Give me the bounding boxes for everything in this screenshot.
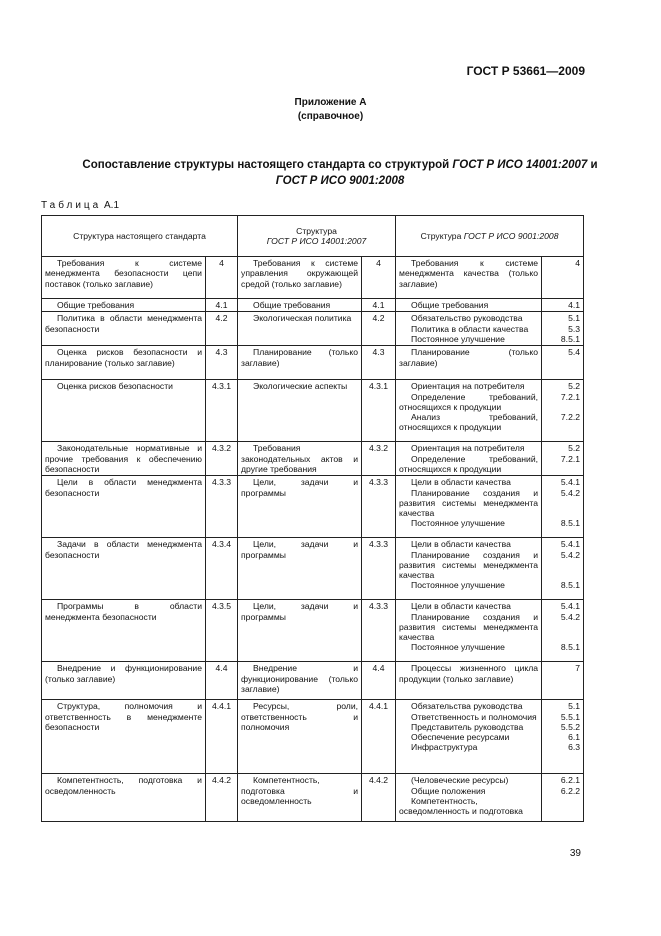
this-standard-clause: 4 <box>206 257 238 299</box>
iso-14001-clause: 4 <box>362 257 396 299</box>
this-standard-section: Цели в области менеджмента безопасности <box>42 476 206 538</box>
header-iso-14001-line1: Структура <box>296 225 337 236</box>
iso-14001-clause: 4.3.2 <box>362 442 396 476</box>
iso-9001-clauses <box>542 700 584 774</box>
iso-14001-section: Планирование (только заглавие) <box>238 346 362 380</box>
iso-9001-sections <box>396 380 542 442</box>
page-title <box>40 157 640 189</box>
iso-9001-clause-item: 6.2.2 <box>560 785 581 796</box>
iso-9001-section-item: Анализ требований, относящихся к продукции <box>399 412 539 433</box>
iso-9001-clause-item: 6.2.1 <box>560 775 581 786</box>
iso-14001-section: Экологические аспекты <box>238 380 362 442</box>
iso-9001-sections <box>396 442 542 476</box>
this-standard-clause: 4.3.2 <box>206 442 238 476</box>
iso-9001-sections <box>396 774 542 822</box>
iso-14001-clause: 4.4.1 <box>362 700 396 774</box>
iso-9001-section-item: Постоянное улучшение <box>411 580 505 591</box>
iso-9001-clause-item: 5.4.2 <box>560 549 581 560</box>
iso-9001-clauses <box>542 257 584 299</box>
title-part-3: и <box>587 159 598 171</box>
this-standard-clause: 4.3 <box>206 346 238 380</box>
iso-9001-section-item: Общие положения <box>411 785 486 796</box>
iso-9001-section-item: Определение требований, относящихся к продукции <box>399 453 539 474</box>
iso-9001-clauses <box>542 346 584 380</box>
table-row <box>42 442 584 476</box>
iso-9001-clauses <box>542 476 584 538</box>
iso-14001-clause: 4.4.2 <box>362 774 396 822</box>
iso-9001-clause-item: 5.4.2 <box>560 611 581 622</box>
iso-9001-clause-item: 5.4.2 <box>560 487 581 498</box>
iso-9001-clauses <box>542 774 584 822</box>
this-standard-clause: 4.2 <box>206 312 238 346</box>
this-standard-clause: 4.4.2 <box>206 774 238 822</box>
iso-9001-clauses <box>542 380 584 442</box>
iso-9001-clause-item: 8.5.1 <box>560 518 581 529</box>
table-row <box>42 257 584 299</box>
iso-9001-clause-item: 5.4.1 <box>560 539 581 550</box>
iso-9001-clause-item: 5.4.1 <box>560 601 581 612</box>
header-iso-14001-line2: ГОСТ Р ИСО 14001:2007 <box>266 236 367 246</box>
table-header-row <box>42 216 584 257</box>
iso-9001-clauses <box>542 662 584 700</box>
iso-9001-clause-item: 8.5.1 <box>560 580 581 591</box>
table-row <box>42 662 584 700</box>
table-row <box>42 600 584 662</box>
this-standard-clause: 4.3.1 <box>206 380 238 442</box>
header-iso-9001 <box>396 216 584 257</box>
iso-14001-section: Общие требования <box>238 299 362 312</box>
iso-14001-clause: 4.1 <box>362 299 396 312</box>
iso-9001-sections <box>396 662 542 700</box>
document-header-standard: ГОСТ Р 53661—2009 <box>466 64 585 78</box>
iso-9001-clause-item: 7.2.2 <box>560 412 581 423</box>
this-standard-section: Оценка рисков безопасности <box>42 380 206 442</box>
page-number: 39 <box>569 848 581 859</box>
this-standard-clause: 4.3.4 <box>206 538 238 600</box>
iso-14001-section: Цели, задачи и программы <box>238 476 362 538</box>
this-standard-clause: 4.1 <box>206 299 238 312</box>
title-std-9001: ГОСТ Р ИСО 9001:2008 <box>275 175 405 187</box>
annex-label: Приложение А <box>294 97 367 108</box>
iso-9001-clause-item: 5.2 <box>568 381 581 392</box>
iso-9001-section-item: Ориентация на потребителя <box>411 443 525 454</box>
iso-9001-section-item: Цели в области качества <box>411 601 511 612</box>
iso-9001-section-item: Определение требований, относящихся к продукции <box>399 391 539 412</box>
iso-9001-section-item: Компетентность, осведомленность и подготовка <box>399 795 523 817</box>
iso-9001-section-item: Ответственность и полномочия <box>411 711 537 722</box>
iso-9001-clause-item: 8.5.1 <box>560 642 581 653</box>
iso-9001-clause-item: 7.2.1 <box>560 391 581 402</box>
iso-9001-sections <box>396 299 542 312</box>
iso-9001-section-item: Обеспечение ресурсами <box>411 732 510 743</box>
table-caption-word: Таблица <box>41 200 102 211</box>
table-caption <box>41 200 119 211</box>
this-standard-clause: 4.4 <box>206 662 238 700</box>
iso-9001-clause-item: 5.3 <box>568 323 581 334</box>
table-row <box>42 476 584 538</box>
this-standard-clause: 4.3.5 <box>206 600 238 662</box>
iso-9001-clause-item: 6.1 <box>568 732 581 743</box>
this-standard-section: Программы в области менеджмента безопасности <box>42 600 206 662</box>
this-standard-section: Задачи в области менеджмента безопасности <box>42 538 206 600</box>
iso-9001-section-item: Представитель руководства <box>411 721 524 732</box>
iso-14001-section: Внедрение и функционирование (только заглавие) <box>238 662 362 700</box>
annex-type: (справочное) <box>297 111 364 122</box>
iso-14001-clause: 4.3 <box>362 346 396 380</box>
iso-14001-section: Цели, задачи и программы <box>238 600 362 662</box>
table-row <box>42 299 584 312</box>
iso-9001-clause-item: 4 <box>575 258 581 268</box>
iso-9001-clauses <box>542 312 584 346</box>
iso-9001-section-item: Требования к системе менеджмента качества (только заглавие) <box>399 258 539 289</box>
iso-14001-section: Требования законодательных актов и другие требования <box>238 442 362 476</box>
table-row <box>42 700 584 774</box>
iso-14001-clause: 4.2 <box>362 312 396 346</box>
iso-9001-section-item: Планирование создания и развития системы менеджмента качества <box>399 549 539 581</box>
iso-9001-clause-item: 7.2.1 <box>560 453 581 464</box>
header-iso-9001-prefix: Структура <box>420 230 464 241</box>
header-this-standard: Структура настоящего стандарта <box>42 216 238 257</box>
table-row <box>42 346 584 380</box>
iso-9001-section-item: Общие требования <box>411 300 489 310</box>
table-caption-number: А.1 <box>104 200 120 211</box>
table-row <box>42 538 584 600</box>
header-iso-14001 <box>238 216 396 257</box>
iso-9001-section-item: Планирование (только заглавие) <box>399 347 539 368</box>
iso-14001-clause: 4.3.3 <box>362 476 396 538</box>
iso-9001-section-item: Планирование создания и развития системы менеджмента качества <box>399 487 539 519</box>
iso-14001-clause: 4.3.3 <box>362 538 396 600</box>
iso-9001-sections <box>396 257 542 299</box>
iso-9001-section-item: Политика в области качества <box>411 323 529 334</box>
iso-9001-clause-item: 5.1 <box>568 701 581 712</box>
this-standard-section: Оценка рисков безопасности и планирование (только заглавие) <box>42 346 206 380</box>
iso-14001-section: Требования к системе управления окружающей средой (только заглавие) <box>238 257 362 299</box>
comparison-table <box>41 215 584 822</box>
iso-9001-section-item: Постоянное улучшение <box>411 518 505 529</box>
iso-9001-section-item: (Человеческие ресурсы) <box>411 775 509 786</box>
iso-9001-clause-item: 5.1 <box>568 313 581 324</box>
iso-9001-clauses <box>542 299 584 312</box>
iso-9001-clause-item: 5.5.1 <box>560 711 581 722</box>
table-row <box>42 774 584 822</box>
this-standard-section: Структура, полномочия и ответственность в менеджменте безопасности <box>42 700 206 774</box>
table-row <box>42 312 584 346</box>
iso-9001-clause-item: 7 <box>575 663 581 674</box>
iso-14001-section: Компетентность, подготовка и осведомленность <box>238 774 362 822</box>
annex-heading <box>0 96 661 124</box>
iso-9001-sections <box>396 476 542 538</box>
header-iso-9001-std: ГОСТ Р ИСО 9001:2008 <box>463 230 559 241</box>
iso-9001-sections <box>396 600 542 662</box>
this-standard-section: Общие требования <box>42 299 206 312</box>
title-part-1: Сопоставление структуры настоящего стандарта со структурой <box>82 159 453 171</box>
iso-14001-section: Экологическая политика <box>238 312 362 346</box>
title-std-14001: ГОСТ Р ИСО 14001:2007 <box>452 159 588 171</box>
table-row <box>42 380 584 442</box>
iso-9001-sections <box>396 312 542 346</box>
this-standard-clause: 4.3.3 <box>206 476 238 538</box>
iso-9001-clause-item: 8.5.1 <box>560 333 581 344</box>
iso-9001-clause-item: 4.1 <box>568 300 581 310</box>
iso-9001-section-item: Инфраструктура <box>411 742 478 753</box>
iso-9001-sections <box>396 346 542 380</box>
this-standard-section: Политика в области менеджмента безопасности <box>42 312 206 346</box>
iso-14001-section: Цели, задачи и программы <box>238 538 362 600</box>
iso-9001-clauses <box>542 442 584 476</box>
this-standard-section: Законодательные нормативные и прочие требования к обеспечению безопасности <box>42 442 206 476</box>
iso-9001-sections <box>396 700 542 774</box>
iso-14001-clause: 4.4 <box>362 662 396 700</box>
iso-14001-clause: 4.3.3 <box>362 600 396 662</box>
iso-14001-clause: 4.3.1 <box>362 380 396 442</box>
iso-9001-section-item: Процессы жизненного цикла продукции (только заглавие) <box>399 663 539 684</box>
iso-9001-clause-item: 5.5.2 <box>560 721 581 732</box>
iso-9001-section-item: Постоянное улучшение <box>411 333 505 344</box>
iso-9001-clause-item: 5.4.1 <box>560 477 581 488</box>
iso-9001-clause-item: 5.2 <box>568 443 581 454</box>
iso-9001-clauses <box>542 600 584 662</box>
iso-14001-section: Ресурсы, роли, ответственность и полномочия <box>238 700 362 774</box>
iso-9001-section-item: Обязательство руководства <box>411 313 523 324</box>
this-standard-section: Требования к системе менеджмента безопасности цепи поставок (только заглавие) <box>42 257 206 299</box>
iso-9001-section-item: Планирование создания и развития системы менеджмента качества <box>399 611 539 643</box>
iso-9001-section-item: Постоянное улучшение <box>411 642 505 653</box>
this-standard-section: Компетентность, подготовка и осведомленность <box>42 774 206 822</box>
iso-9001-clause-item: 6.3 <box>568 742 581 753</box>
iso-9001-clauses <box>542 538 584 600</box>
iso-9001-section-item: Цели в области качества <box>411 477 511 488</box>
this-standard-clause: 4.4.1 <box>206 700 238 774</box>
iso-9001-section-item: Цели в области качества <box>411 539 511 550</box>
iso-9001-sections <box>396 538 542 600</box>
iso-9001-clause-item: 5.4 <box>568 347 581 358</box>
iso-9001-section-item: Обязательства руководства <box>411 701 523 712</box>
iso-9001-section-item: Ориентация на потребителя <box>411 381 525 392</box>
this-standard-section: Внедрение и функционирование (только заглавие) <box>42 662 206 700</box>
